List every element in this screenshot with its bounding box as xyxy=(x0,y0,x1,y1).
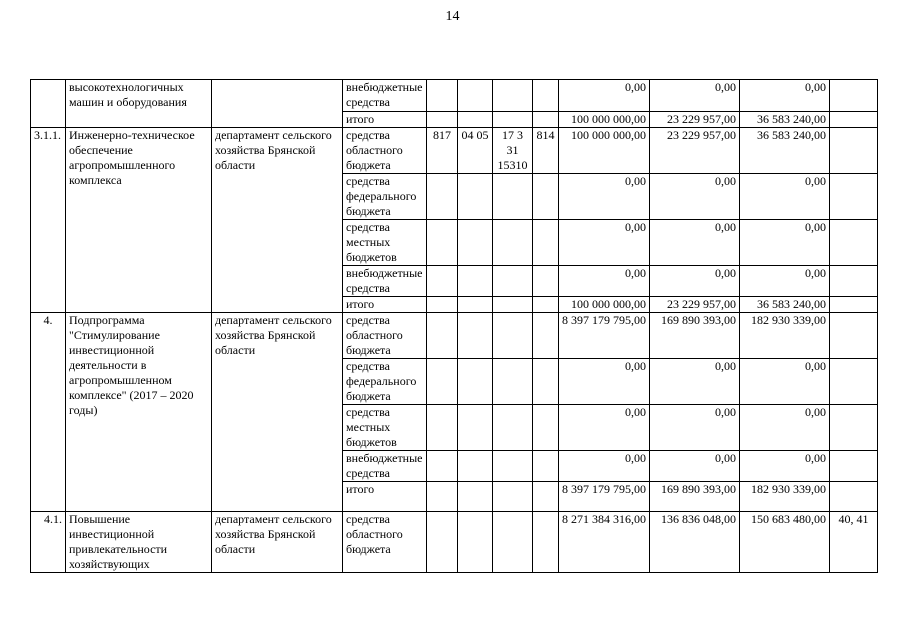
value-2020: 0,00 xyxy=(740,451,830,482)
value-2018: 0,00 xyxy=(559,266,650,297)
row-number: 4. xyxy=(31,313,66,512)
indicator-ref: 40, 41 xyxy=(830,512,878,573)
value-2019: 169 890 393,00 xyxy=(650,313,740,359)
value-2018: 0,00 xyxy=(559,220,650,266)
budget-table xyxy=(30,79,878,573)
funding-source: итого xyxy=(343,112,427,128)
executor: департамент сельского хозяйства Брянской области xyxy=(212,313,343,512)
page-number: 14 xyxy=(445,9,460,24)
funding-source: средства областного бюджета xyxy=(343,512,427,573)
value-2020: 150 683 480,00 xyxy=(740,512,830,573)
value-2018: 8 397 179 795,00 xyxy=(559,313,650,359)
value-2018: 0,00 xyxy=(559,80,650,112)
value-2019: 0,00 xyxy=(650,80,740,112)
vr-code: 814 xyxy=(533,128,559,174)
value-2020: 36 583 240,00 xyxy=(740,128,830,174)
value-2020: 182 930 339,00 xyxy=(740,482,830,512)
funding-source: средства областного бюджета xyxy=(343,128,427,174)
value-2019: 0,00 xyxy=(650,266,740,297)
funding-source: итого xyxy=(343,482,427,512)
value-2019: 23 229 957,00 xyxy=(650,297,740,313)
value-2020: 0,00 xyxy=(740,266,830,297)
value-2019: 169 890 393,00 xyxy=(650,482,740,512)
value-2018: 100 000 000,00 xyxy=(559,112,650,128)
funding-source: средства федерального бюджета xyxy=(343,174,427,220)
value-2020: 0,00 xyxy=(740,174,830,220)
funding-source: средства федерального бюджета xyxy=(343,359,427,405)
row-number: 4.1. xyxy=(31,512,66,573)
value-2020: 36 583 240,00 xyxy=(740,112,830,128)
value-2020: 0,00 xyxy=(740,220,830,266)
funding-source: средства областного бюджета xyxy=(343,313,427,359)
funding-source: средства местных бюджетов xyxy=(343,405,427,451)
activity-name: Повышение инвестиционной привлекательности хозяйствующих xyxy=(66,512,212,573)
table-row xyxy=(31,128,878,174)
value-2019: 0,00 xyxy=(650,359,740,405)
value-2018: 0,00 xyxy=(559,451,650,482)
value-2019: 0,00 xyxy=(650,174,740,220)
row-number: 3.1.1. xyxy=(31,128,66,313)
executor: департамент сельского хозяйства Брянской области xyxy=(212,512,343,573)
value-2019: 0,00 xyxy=(650,405,740,451)
value-2018: 0,00 xyxy=(559,174,650,220)
activity-name: высокотехнологичных машин и оборудования xyxy=(66,80,212,128)
csr-code: 17 3 31 15310 xyxy=(493,128,533,174)
activity-name: Подпрограмма "Стимулирование инвестиционной деятельности в агропромышленном комплексе" (2017 – 2020 годы) xyxy=(66,313,212,512)
value-2018: 0,00 xyxy=(559,359,650,405)
value-2019: 23 229 957,00 xyxy=(650,128,740,174)
value-2018: 8 271 384 316,00 xyxy=(559,512,650,573)
value-2020: 182 930 339,00 xyxy=(740,313,830,359)
value-2020: 36 583 240,00 xyxy=(740,297,830,313)
funding-source: внебюджетные средства xyxy=(343,451,427,482)
table-row xyxy=(31,512,878,573)
funding-source: итого xyxy=(343,297,427,313)
table-row xyxy=(31,313,878,359)
value-2019: 136 836 048,00 xyxy=(650,512,740,573)
grbs-code: 817 xyxy=(427,128,458,174)
value-2018: 8 397 179 795,00 xyxy=(559,482,650,512)
value-2019: 23 229 957,00 xyxy=(650,112,740,128)
table-row xyxy=(31,80,878,112)
value-2020: 0,00 xyxy=(740,359,830,405)
value-2020: 0,00 xyxy=(740,405,830,451)
value-2018: 0,00 xyxy=(559,405,650,451)
value-2019: 0,00 xyxy=(650,220,740,266)
value-2018: 100 000 000,00 xyxy=(559,128,650,174)
executor: департамент сельского хозяйства Брянской области xyxy=(212,128,343,313)
activity-name: Инженерно-техническое обеспечение агропромышленного комплекса xyxy=(66,128,212,313)
funding-source: средства местных бюджетов xyxy=(343,220,427,266)
value-2018: 100 000 000,00 xyxy=(559,297,650,313)
value-2019: 0,00 xyxy=(650,451,740,482)
value-2020: 0,00 xyxy=(740,80,830,112)
rzpr-code: 04 05 xyxy=(458,128,493,174)
funding-source: внебюджетные средства xyxy=(343,80,427,112)
funding-source: внебюджетные средства xyxy=(343,266,427,297)
